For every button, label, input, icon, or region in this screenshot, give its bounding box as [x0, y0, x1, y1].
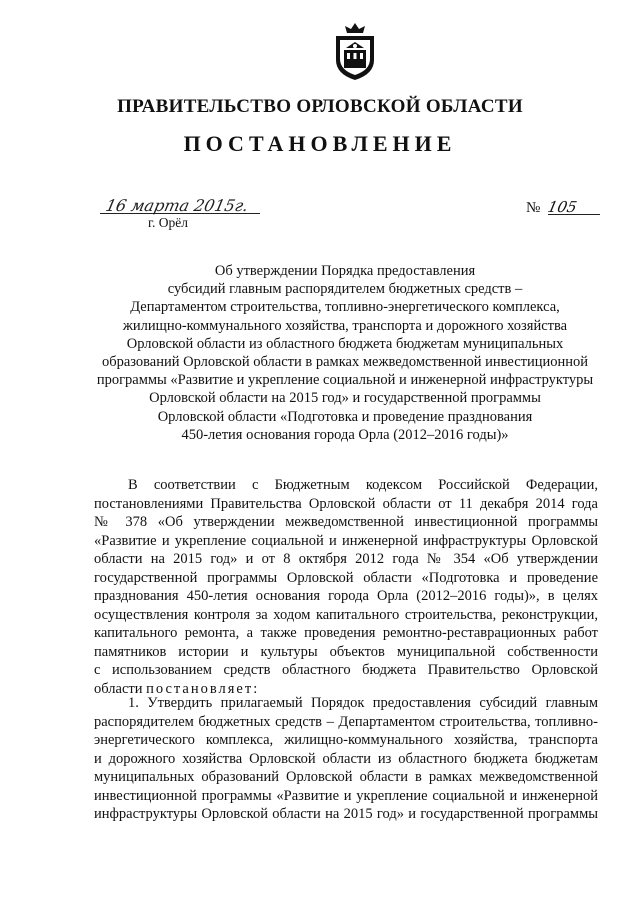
subject-line: программы «Развитие и укрепление социальной и инженерной инфраструктуры: [96, 372, 594, 389]
subject-line: жилищно-коммунального хозяйства, транспорта и дорожного хозяйства: [122, 317, 568, 334]
paragraph-line: распорядителем бюджетных средств – Департаментом строительства, топливно-: [94, 713, 598, 730]
paragraph-line: области на 2015 год» и от 8 октября 2012 года № 354 «Об утверждении: [94, 551, 598, 567]
date-underline: [100, 213, 260, 214]
subject-line: Орловской области из областного бюджета бюджетам муниципальных: [126, 335, 564, 352]
last-line-prefix: области: [94, 680, 147, 697]
handwritten-date: 16 марта 2015г.: [103, 196, 251, 215]
subject-line: субсидий главным распорядителем бюджетных средств –: [167, 281, 523, 298]
subject-line: Об утверждении Порядка предоставления: [214, 263, 476, 279]
paragraph-line: государственной программы Орловской области «Подготовка и проведение: [94, 569, 598, 586]
subject-line: Орловской области «Подготовка и проведение празднования: [157, 408, 533, 425]
paragraph-line: В соответствии с Бюджетным кодексом Российской Федерации,: [128, 477, 598, 493]
city-label: г. Орёл: [148, 215, 188, 230]
paragraph-line: памятников истории и культуры объектов муниципальной собственности: [94, 643, 598, 660]
document-type-title: ПОСТАНОВЛЕНИЕ: [183, 131, 457, 156]
subject-line: 450-летия основания города Орла (2012–2016 годы)»: [181, 426, 509, 443]
coat-of-arms-emblem: [332, 22, 378, 82]
number-underline: [548, 214, 600, 215]
resolves-keyword: постановляет:: [146, 680, 260, 697]
paragraph-line: осуществления контроля за ходом капитального строительства, реконструкции,: [94, 606, 598, 623]
subject-line: образований Орловской области в рамках межведомственной инвестиционной: [101, 354, 589, 371]
paragraph-line: капитального ремонта, а также проведения ремонтно-реставрационных работ: [94, 625, 598, 641]
document-subject: [80, 262, 610, 444]
paragraph-line: 1. Утвердить прилагаемый Порядок предоставления субсидий главным: [128, 695, 598, 711]
paragraph-line: и дорожного хозяйства Орловской области из областного бюджета бюджетам: [94, 750, 598, 767]
preamble-paragraph: [94, 476, 598, 698]
item-1-paragraph: [94, 694, 598, 824]
subject-line: Орловской области на 2015 год» и государственной программы: [149, 390, 541, 407]
paragraph-line: муниципальных образований Орловской области в рамках межведомственной: [94, 769, 598, 785]
handwritten-number: 105: [546, 198, 579, 216]
paragraph-line: с использованием средств областного бюджета Правительство Орловской: [94, 662, 598, 678]
paragraph-line: № 378 «Об утверждении межведомственной инвестиционной программы: [94, 514, 598, 530]
number-sign: №: [526, 200, 541, 216]
paragraph-line: «Развитие и укрепление социальной и инженерной инфраструктуры Орловской: [94, 532, 598, 549]
paragraph-line: инвестиционной программы «Развитие и укрепление социальной и инженерной: [94, 787, 598, 804]
paragraph-line: инфраструктуры Орловской области на 2015 год» и государственной программы: [94, 806, 598, 822]
paragraph-line: энергетического комплекса, жилищно-коммунального хозяйства, транспорта: [94, 732, 598, 748]
paragraph-line: празднования 450-летия основания города Орла (2012–2016 годы)», в целях: [94, 588, 598, 604]
paragraph-line: постановлениями Правительства Орловской области от 11 декабря 2014 года: [94, 495, 598, 512]
government-title: ПРАВИТЕЛЬСТВО ОРЛОВСКОЙ ОБЛАСТИ: [117, 96, 523, 117]
subject-line: Департаментом строительства, топливно-энергетического комплекса,: [130, 299, 560, 316]
